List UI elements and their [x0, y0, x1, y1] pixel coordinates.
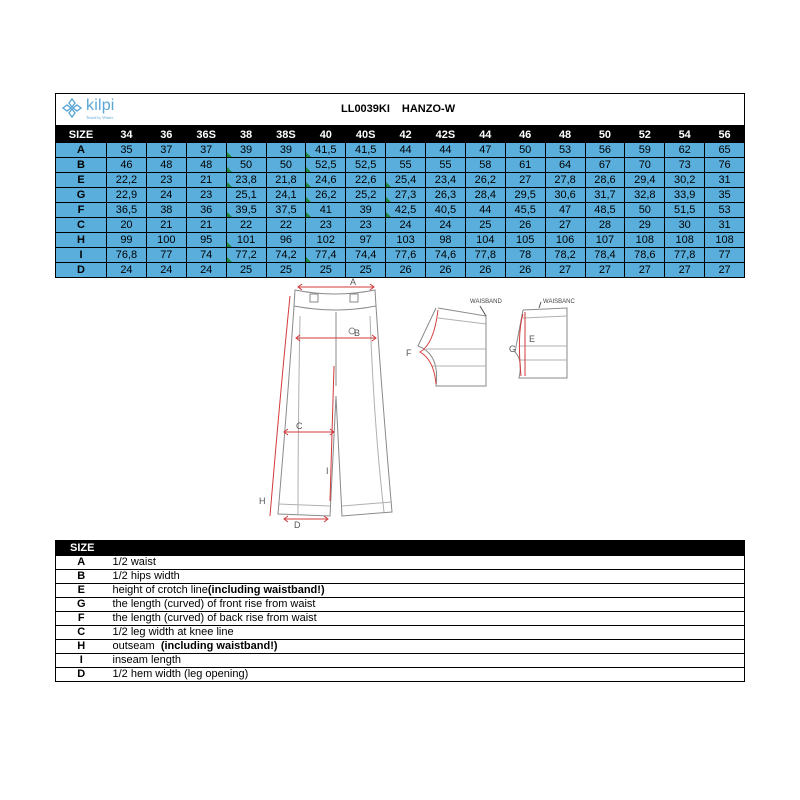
measure-cell: 27,8	[545, 173, 585, 188]
measure-cell: 31,7	[585, 188, 625, 203]
brand-tagline: Tested by Winter	[86, 115, 114, 120]
chart-title	[341, 103, 455, 115]
measure-cell: 50	[625, 203, 665, 218]
measure-cell: 74,6	[426, 248, 466, 263]
measure-cell: 33,9	[665, 188, 705, 203]
size-row-a	[56, 143, 745, 158]
legend-description	[107, 626, 745, 640]
size-header-cell: 42	[386, 127, 426, 143]
measure-cell: 24	[107, 263, 147, 278]
measure-lines	[270, 284, 376, 522]
size-row-e	[56, 173, 745, 188]
measure-cell: 48	[146, 158, 186, 173]
legend-code: G	[56, 598, 107, 612]
row-code: B	[56, 158, 107, 173]
measure-cell: 23	[306, 218, 346, 233]
measure-cell: 50	[505, 143, 545, 158]
measure-cell: 96	[266, 233, 306, 248]
label-c: C	[296, 421, 303, 431]
measure-cell: 58	[465, 158, 505, 173]
measure-cell: 26,2	[306, 188, 346, 203]
label-f: F	[406, 348, 412, 358]
measure-cell: 23	[146, 173, 186, 188]
measure-cell: 39	[226, 143, 266, 158]
measure-cell: 31	[705, 173, 745, 188]
measure-cell: 26	[426, 263, 466, 278]
size-header-row	[56, 127, 745, 143]
measure-cell: 62	[665, 143, 705, 158]
legend-emphasis: (including waistband!)	[207, 584, 325, 596]
measure-cell: 74	[186, 248, 226, 263]
measure-cell: 44	[386, 143, 426, 158]
measure-cell: 26,2	[465, 173, 505, 188]
measure-cell: 44	[465, 203, 505, 218]
measure-cell: 51,5	[665, 203, 705, 218]
label-d: D	[294, 520, 301, 528]
measure-cell: 23,8	[226, 173, 266, 188]
legend-row-f	[56, 612, 745, 626]
measure-cell: 35	[107, 143, 147, 158]
size-header-cell: 50	[585, 127, 625, 143]
legend-text: the length (curved) of back rise from waist	[112, 612, 317, 624]
measure-cell: 25	[306, 263, 346, 278]
measure-cell: 52,5	[306, 158, 346, 173]
measure-cell: 70	[625, 158, 665, 173]
snowflake-icon	[62, 98, 82, 118]
measure-cell: 37	[146, 143, 186, 158]
brand-name: kilpi	[86, 97, 115, 114]
legend-row-h	[56, 640, 745, 654]
legend-text: 1/2 hips width	[112, 570, 180, 582]
legend-text: outseam	[112, 640, 161, 652]
row-code: I	[56, 248, 107, 263]
measure-cell: 48,5	[585, 203, 625, 218]
measure-cell: 24	[426, 218, 466, 233]
measure-cell: 30	[665, 218, 705, 233]
measure-cell: 78,6	[625, 248, 665, 263]
measure-cell: 104	[465, 233, 505, 248]
row-code: C	[56, 218, 107, 233]
legend-row-c	[56, 626, 745, 640]
measure-cell: 25,4	[386, 173, 426, 188]
measure-cell: 40,5	[426, 203, 466, 218]
measure-cell: 37	[186, 143, 226, 158]
legend-emphasis: (including waistband!)	[160, 640, 278, 652]
measure-cell: 95	[186, 233, 226, 248]
measure-cell: 22	[226, 218, 266, 233]
legend-description	[107, 570, 745, 584]
measure-cell: 23	[186, 188, 226, 203]
measure-cell: 31	[705, 218, 745, 233]
measure-cell: 39	[266, 143, 306, 158]
measure-cell: 27	[625, 263, 665, 278]
size-row-f	[56, 203, 745, 218]
legend-row-a	[56, 556, 745, 570]
measure-cell: 21	[146, 218, 186, 233]
row-code: G	[56, 188, 107, 203]
measure-cell: 28,6	[585, 173, 625, 188]
size-row-g	[56, 188, 745, 203]
measure-cell: 108	[705, 233, 745, 248]
measure-cell: 38	[146, 203, 186, 218]
legend-description	[107, 556, 745, 570]
measure-cell: 24	[146, 188, 186, 203]
measure-cell: 26	[465, 263, 505, 278]
measure-cell: 23,4	[426, 173, 466, 188]
measure-cell: 24	[186, 263, 226, 278]
measure-cell: 77	[146, 248, 186, 263]
row-code: E	[56, 173, 107, 188]
brand-logo	[62, 98, 142, 122]
front-rise-diagram	[505, 294, 595, 394]
legend	[55, 540, 745, 682]
measure-cell: 42,5	[386, 203, 426, 218]
measure-cell: 37,5	[266, 203, 306, 218]
label-a: A	[350, 277, 357, 287]
measure-cell: 77,6	[386, 248, 426, 263]
measure-cell: 73	[665, 158, 705, 173]
label-i: I	[326, 466, 329, 476]
size-row-b	[56, 158, 745, 173]
pants-outline	[278, 290, 392, 516]
measure-cell: 22,6	[346, 173, 386, 188]
label-waisband-back: WAISBAND	[470, 299, 502, 305]
measure-cell: 76	[705, 158, 745, 173]
measure-cell: 25	[465, 218, 505, 233]
size-row-i	[56, 248, 745, 263]
measure-cell: 25,1	[226, 188, 266, 203]
row-code: F	[56, 203, 107, 218]
measure-cell: 108	[665, 233, 705, 248]
measure-cell: 26,3	[426, 188, 466, 203]
measure-cell: 30,6	[545, 188, 585, 203]
legend-size-label: SIZE	[56, 541, 107, 556]
label-e: E	[529, 334, 536, 344]
size-header-cell: 38	[226, 127, 266, 143]
legend-text: 1/2 hem width (leg opening)	[112, 668, 249, 680]
legend-row-i	[56, 654, 745, 668]
legend-text: height of crotch line	[112, 584, 208, 596]
product-code: LL0039KI	[341, 103, 390, 115]
size-header-cell: 42S	[426, 127, 466, 143]
legend-row-b	[56, 570, 745, 584]
measure-cell: 27,3	[386, 188, 426, 203]
measure-cell: 46	[107, 158, 147, 173]
measure-cell: 24	[146, 263, 186, 278]
legend-description	[107, 598, 745, 612]
measure-cell: 50	[266, 158, 306, 173]
measure-cell: 59	[625, 143, 665, 158]
measure-cell: 97	[346, 233, 386, 248]
measure-cell: 20	[107, 218, 147, 233]
measure-cell: 56	[585, 143, 625, 158]
legend-text: inseam length	[112, 654, 181, 666]
legend-code: D	[56, 668, 107, 682]
measure-cell: 29,4	[625, 173, 665, 188]
legend-description	[107, 668, 745, 682]
measure-cell: 77,8	[665, 248, 705, 263]
measure-cell: 23	[346, 218, 386, 233]
measure-cell: 27	[505, 173, 545, 188]
size-header-cell: 40S	[346, 127, 386, 143]
measure-cell: 39	[346, 203, 386, 218]
chart-header	[55, 93, 745, 126]
label-waisband-front: WAISBANC	[543, 299, 575, 305]
measure-cell: 32,8	[625, 188, 665, 203]
size-header-cell: 36	[146, 127, 186, 143]
size-chart	[55, 93, 745, 278]
legend-code: C	[56, 626, 107, 640]
measure-cell: 36,5	[107, 203, 147, 218]
legend-code: I	[56, 654, 107, 668]
measure-cell: 26	[505, 263, 545, 278]
measure-cell: 105	[505, 233, 545, 248]
measure-cell: 77,4	[306, 248, 346, 263]
measure-cell: 61	[505, 158, 545, 173]
size-header-cell: 48	[545, 127, 585, 143]
measure-cell: 26	[386, 263, 426, 278]
measure-cell: 30,2	[665, 173, 705, 188]
measure-cell: 78	[505, 248, 545, 263]
size-header-cell: 52	[625, 127, 665, 143]
measure-cell: 25	[226, 263, 266, 278]
measure-cell: 27	[545, 263, 585, 278]
size-row-h	[56, 233, 745, 248]
size-header-cell: 46	[505, 127, 545, 143]
measure-cell: 108	[625, 233, 665, 248]
measure-cell: 55	[386, 158, 426, 173]
legend-code: F	[56, 612, 107, 626]
legend-text: 1/2 waist	[112, 556, 156, 568]
legend-row-e	[56, 584, 745, 598]
legend-description	[107, 640, 745, 654]
measure-cell: 22,2	[107, 173, 147, 188]
measure-cell: 99	[107, 233, 147, 248]
measure-cell: 64	[545, 158, 585, 173]
row-code: H	[56, 233, 107, 248]
measure-cell: 47	[465, 143, 505, 158]
measure-cell: 77	[705, 248, 745, 263]
size-header-cell: 36S	[186, 127, 226, 143]
measure-cell: 22	[266, 218, 306, 233]
legend-header-row	[56, 541, 745, 556]
legend-description	[107, 612, 745, 626]
measure-cell: 24,1	[266, 188, 306, 203]
size-header-cell: 38S	[266, 127, 306, 143]
legend-row-d	[56, 668, 745, 682]
measure-cell: 21	[186, 218, 226, 233]
row-code: A	[56, 143, 107, 158]
measure-cell: 41	[306, 203, 346, 218]
measure-cell: 35	[705, 188, 745, 203]
size-header-cell: 44	[465, 127, 505, 143]
measure-cell: 55	[426, 158, 466, 173]
measure-cell: 27	[665, 263, 705, 278]
measure-cell: 102	[306, 233, 346, 248]
measure-cell: 50	[226, 158, 266, 173]
measure-cell: 65	[705, 143, 745, 158]
measure-cell: 25	[346, 263, 386, 278]
legend-text: the length (curved) of front rise from waist	[112, 598, 316, 610]
legend-text: 1/2 leg width at knee line	[112, 626, 234, 638]
measure-cell: 21	[186, 173, 226, 188]
size-row-c	[56, 218, 745, 233]
measure-cell: 98	[426, 233, 466, 248]
measure-cell: 36	[186, 203, 226, 218]
measure-cell: 76,8	[107, 248, 147, 263]
measure-cell: 45,5	[505, 203, 545, 218]
measure-cell: 27	[585, 263, 625, 278]
size-header-cell: 54	[665, 127, 705, 143]
legend-row-g	[56, 598, 745, 612]
measure-cell: 106	[545, 233, 585, 248]
measure-cell: 47	[545, 203, 585, 218]
measure-cell: 53	[705, 203, 745, 218]
back-rise-diagram	[400, 294, 510, 394]
measure-cell: 67	[585, 158, 625, 173]
measure-cell: 21,8	[266, 173, 306, 188]
measure-cell: 77,2	[226, 248, 266, 263]
measure-cell: 74,4	[346, 248, 386, 263]
size-header-cell: 40	[306, 127, 346, 143]
row-code: D	[56, 263, 107, 278]
legend-description	[107, 654, 745, 668]
measure-cell: 29,5	[505, 188, 545, 203]
size-table	[55, 126, 745, 278]
measure-cell: 44	[426, 143, 466, 158]
measure-cell: 41,5	[306, 143, 346, 158]
measure-cell: 26	[505, 218, 545, 233]
measure-cell: 103	[386, 233, 426, 248]
measure-cell: 100	[146, 233, 186, 248]
measure-cell: 101	[226, 233, 266, 248]
measure-cell: 24,6	[306, 173, 346, 188]
measure-cell: 28,4	[465, 188, 505, 203]
measure-cell: 77,8	[465, 248, 505, 263]
legend-table	[55, 540, 745, 682]
label-h: H	[259, 496, 266, 506]
size-label: SIZE	[56, 127, 107, 143]
measure-cell: 27	[705, 263, 745, 278]
measure-cell: 74,2	[266, 248, 306, 263]
measure-cell: 28	[585, 218, 625, 233]
measure-cell: 25,2	[346, 188, 386, 203]
legend-code: E	[56, 584, 107, 598]
legend-code: B	[56, 570, 107, 584]
size-header-cell: 56	[705, 127, 745, 143]
measure-cell: 48	[186, 158, 226, 173]
measure-cell: 25	[266, 263, 306, 278]
size-header-cell: 34	[107, 127, 147, 143]
measure-cell: 29	[625, 218, 665, 233]
measure-cell: 24	[386, 218, 426, 233]
measure-cell: 53	[545, 143, 585, 158]
measure-cell: 52,5	[346, 158, 386, 173]
measure-cell: 107	[585, 233, 625, 248]
product-model: HANZO-W	[401, 103, 456, 115]
measure-cell: 27	[545, 218, 585, 233]
legend-code: A	[56, 556, 107, 570]
label-g: G	[509, 344, 517, 354]
measure-cell: 39,5	[226, 203, 266, 218]
measure-cell: 78,2	[545, 248, 585, 263]
legend-description	[107, 584, 745, 598]
measure-cell: 22,9	[107, 188, 147, 203]
measure-cell: 41,5	[346, 143, 386, 158]
label-b: B	[354, 328, 361, 338]
legend-code: H	[56, 640, 107, 654]
measure-cell: 78,4	[585, 248, 625, 263]
